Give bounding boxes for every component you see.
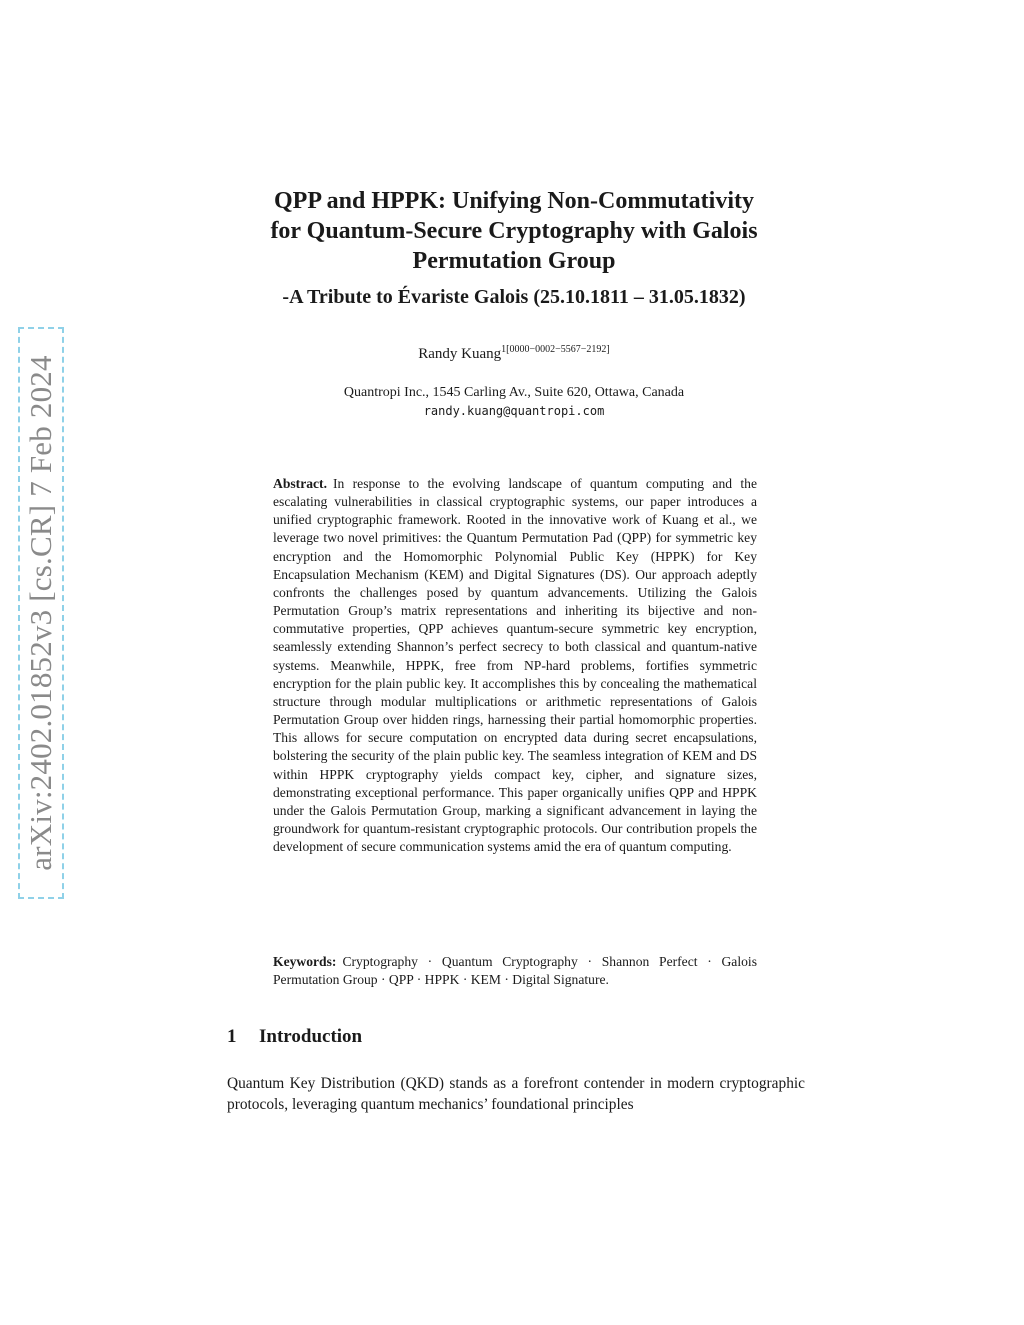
section-number: 1 <box>227 1026 237 1047</box>
paper-title <box>150 186 878 276</box>
arxiv-identifier: arXiv:2402.01852v3 [cs.CR] 7 Feb 2024 <box>23 355 58 871</box>
arxiv-identifier-stamp <box>18 327 64 899</box>
author-line <box>150 344 878 363</box>
keywords <box>273 953 757 989</box>
author-email[interactable]: randy.kuang@quantropi.com <box>423 404 605 418</box>
keywords-label: Keywords: <box>273 954 337 969</box>
section-title: Introduction <box>259 1026 363 1047</box>
intro-paragraph: Quantum Key Distribution (QKD) stands as a forefront contender in modern cryptographic protocols, leveraging quantum mechanics’ foundational principles <box>227 1075 805 1113</box>
title-line-1: QPP and HPPK: Unifying Non-Commutativity <box>273 188 754 214</box>
abstract-text: In response to the evolving landscape of quantum computing and the escalating vulnerabilities in classical cryptographic systems, our paper introduces a unified cryptographic framework. Rooted in the innovative work of Kuang et al., we leverage two novel primitives: the Quantum Permutation Pad (QPP) for symmetric key encryption and the Homomorphic Polynomial Public Key (HPPK) for Key Encapsulation Mechanism (KEM) and Digital Signatures (DS). Our approach adeptly confronts the challenges posed by quantum advancements. Utilizing the Galois Permutation Group’s matrix representations and inheriting its bijective and non-commutative properties, QPP achieves quantum-secure symmetric key encryption, seamlessly extending Shannon’s perfect secrecy to both classical and quantum-native systems. Meanwhile, HPPK, free from NP-hard problems, fortifies symmetric encryption for the plain public key. It accomplishes this by concealing the mathematical structure through modular multiplications or arithmetic representations of Galois Permutation Group over hidden rings, harnessing their partial homomorphic properties. This allows for secure computation on encrypted data during secret encapsulations, bolstering the security of the plain public key. The seamless integration of KEM and DS within HPPK cryptography yields compact key, cipher, and signature sizes, demonstrating exceptional performance. This paper organically unifies QPP and HPPK under the Galois Permutation Group, marking a significant advancement in laying the groundwork for quantum-resistant cryptographic protocols. Our contribution propels the development of secure communication systems amid the era of quantum computing. <box>273 476 757 855</box>
paper-subtitle: -A Tribute to Évariste Galois (25.10.1811 – 31.05.1832) <box>282 286 746 308</box>
abstract <box>273 475 757 856</box>
section-heading-introduction <box>227 1026 362 1048</box>
author-name: Randy Kuang <box>418 346 502 362</box>
affiliation-block <box>150 384 878 420</box>
title-line-2: for Quantum-Secure Cryptography with Galois <box>270 218 758 244</box>
affiliation: Quantropi Inc., 1545 Carling Av., Suite 620, Ottawa, Canada <box>343 385 685 400</box>
keywords-text: Cryptography · Quantum Cryptography · Shannon Perfect · Galois Permutation Group · QPP · HPPK · KEM · Digital Signature. <box>273 954 757 988</box>
author-orcid: 1[0000−0002−5567−2192] <box>501 344 610 355</box>
abstract-label: Abstract. <box>273 476 327 491</box>
title-line-3: Permutation Group <box>412 248 616 274</box>
